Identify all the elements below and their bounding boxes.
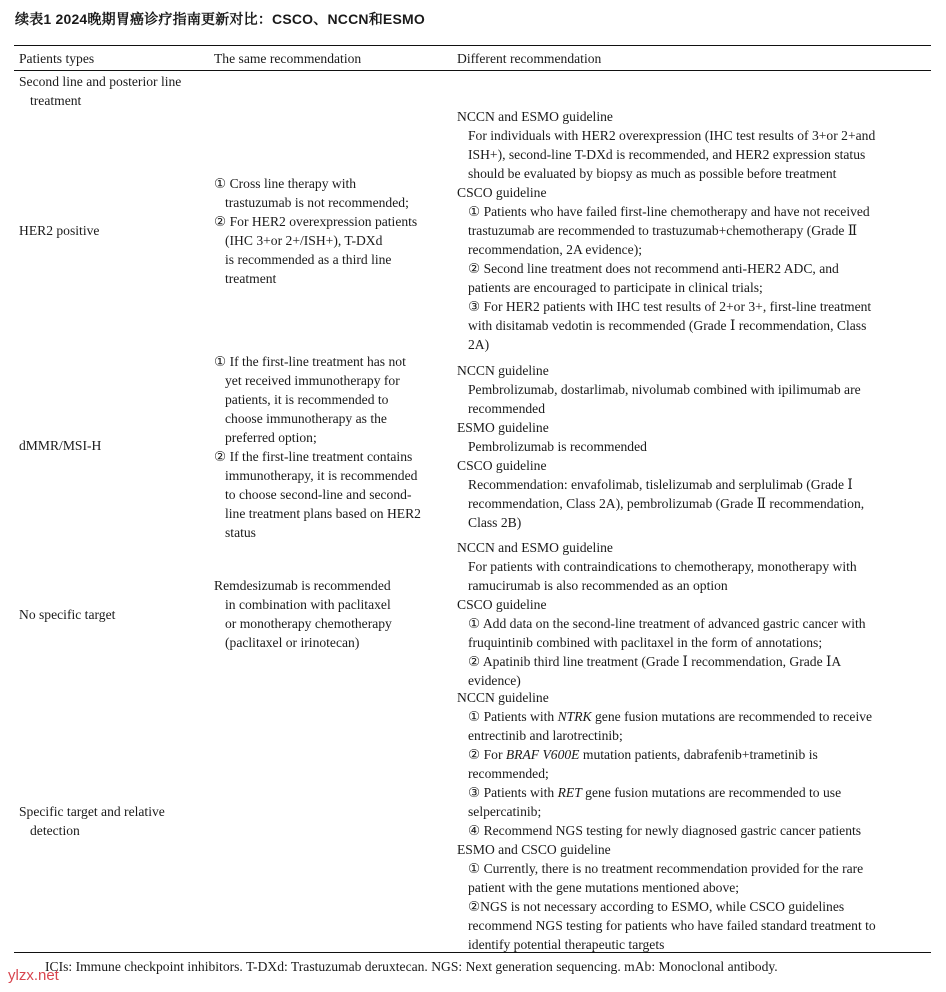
text-line: ② For HER2 overexpression patients — [214, 214, 418, 229]
text-line: ③ For HER2 patients with IHC test results of 2+or 3+, first-line treatment — [468, 299, 872, 314]
watermark-logo: ylzx.net — [8, 967, 59, 984]
text-line: in combination with paclitaxel — [225, 597, 391, 612]
text-line: ② If the first-line treatment contains — [214, 449, 413, 464]
text-fragment: mutation patients, dabrafenib+trametinib is — [579, 747, 818, 762]
different-recommendation-dmmr — [457, 361, 864, 532]
text-line — [457, 707, 876, 726]
text-line: patients are encouraged to participate in clinical trials; — [468, 280, 763, 295]
text-line: Remdesizumab is recommended — [214, 578, 391, 593]
table-header-rule — [14, 70, 931, 71]
text-line: recommendation, Class 2A), pembrolizumab (Grade Ⅱ recommendation, — [468, 496, 865, 511]
text-line: For patients with contraindications to chemotherapy, monotherapy with — [468, 559, 857, 574]
text-line: patient with the gene mutations mentioned above; — [468, 880, 740, 895]
text-line: recommendation, 2A evidence); — [468, 242, 643, 257]
text-fragment: ③ Patients with — [468, 785, 558, 800]
text-line: fruquintinib combined with paclitaxel in the form of annotations; — [468, 635, 823, 650]
text-line: ① If the first-line treatment has not — [214, 354, 406, 369]
text-line: ① Currently, there is no treatment recommendation provided for the rare — [468, 861, 864, 876]
row-type-her2: HER2 positive — [19, 223, 100, 238]
text-line: evidence) — [468, 673, 521, 688]
text-line: trastuzumab is not recommended; — [225, 195, 409, 210]
guideline-heading: ESMO and CSCO guideline — [457, 842, 611, 857]
text-line: ① Patients who have failed first-line chemotherapy and have not received — [468, 204, 870, 219]
text-line: ② Second line treatment does not recommend anti-HER2 ADC, and — [468, 261, 839, 276]
text-line: trastuzumab are recommended to trastuzumab+chemotherapy (Grade Ⅱ — [468, 223, 858, 238]
table-footnote: ICIs: Immune checkpoint inhibitors. T-DXd: Trastuzumab deruxtecan. NGS: Next generation sequencing. mAb: Monoclonal antibody. — [45, 959, 778, 974]
text-line: treatment — [225, 271, 277, 286]
text-line: is recommended as a third line — [225, 252, 392, 267]
section-heading — [19, 72, 181, 110]
text-line: ① Cross line therapy with — [214, 176, 357, 191]
guideline-heading: CSCO guideline — [457, 597, 547, 612]
section-heading-line: treatment — [30, 93, 82, 108]
same-recommendation-her2 — [214, 174, 417, 288]
table-top-rule — [14, 45, 931, 46]
different-recommendation-her2 — [457, 107, 875, 354]
text-line: selpercatinib; — [468, 804, 542, 819]
guideline-heading: CSCO guideline — [457, 185, 547, 200]
text-line: with disitamab vedotin is recommended (Grade Ⅰ recommendation, Class — [468, 318, 867, 333]
text-line: should be evaluated by biopsy as much as possible before treatment — [468, 166, 837, 181]
text-line: (IHC 3+or 2+/ISH+), T-DXd — [225, 233, 383, 248]
text-line: Pembrolizumab, dostarlimab, nivolumab combined with ipilimumab are — [468, 382, 861, 397]
different-recommendation-no-specific-target — [457, 538, 866, 690]
section-heading-line: Second line and posterior line — [19, 74, 182, 89]
header-patients-types: Patients types — [19, 51, 95, 66]
same-recommendation-dmmr — [214, 352, 421, 542]
text-line: detection — [30, 823, 80, 838]
text-line: ramucirumab is also recommended as an option — [468, 578, 728, 593]
text-line: recommended — [468, 401, 545, 416]
text-line: patients, it is recommended to — [225, 392, 389, 407]
guideline-heading: NCCN guideline — [457, 363, 549, 378]
text-line — [457, 783, 876, 802]
text-fragment: gene fusion mutations are recommended to receive — [591, 709, 873, 724]
header-same-recommendation: The same recommendation — [214, 51, 362, 66]
table-caption: 续表1 2024晚期胃癌诊疗指南更新对比：CSCO、NCCN和ESMO — [15, 11, 425, 27]
text-line: choose immunotherapy as the — [225, 411, 387, 426]
text-fragment: ① Patients with — [468, 709, 558, 724]
text-line: recommended; — [468, 766, 549, 781]
text-line: immunotherapy, it is recommended — [225, 468, 418, 483]
text-line: For individuals with HER2 overexpression (IHC test results of 3+or 2+and — [468, 128, 876, 143]
text-fragment: gene fusion mutations are recommended to use — [581, 785, 842, 800]
text-line: ② Apatinib third line treatment (Grade Ⅰ recommendation, Grade ⅠA — [468, 654, 842, 669]
different-recommendation-specific-target — [457, 688, 876, 954]
text-line: Specific target and relative — [19, 804, 165, 819]
text-line — [457, 745, 876, 764]
gene-name: BRAF V600E — [505, 747, 580, 762]
same-recommendation-no-specific-target — [214, 576, 392, 652]
text-line: Pembrolizumab is recommended — [468, 439, 647, 454]
table-bottom-rule — [14, 952, 931, 953]
text-line: Recommendation: envafolimab, tislelizumab and serplulimab (Grade Ⅰ — [468, 477, 853, 492]
text-line: yet received immunotherapy for — [225, 373, 400, 388]
text-line: Class 2B) — [468, 515, 522, 530]
text-line: or monotherapy chemotherapy — [225, 616, 392, 631]
row-type-dmmr: dMMR/MSI-H — [19, 438, 102, 453]
gene-name: NTRK — [557, 709, 592, 724]
header-different-recommendation: Different recommendation — [457, 51, 602, 66]
text-line: line treatment plans based on HER2 — [225, 506, 421, 521]
text-line: identify potential therapeutic targets — [468, 937, 665, 952]
text-line: ① Add data on the second-line treatment of advanced gastric cancer with — [468, 616, 866, 631]
text-line: (paclitaxel or irinotecan) — [225, 635, 360, 650]
gene-name: RET — [557, 785, 582, 800]
text-line: status — [225, 525, 256, 540]
text-line: 2A) — [468, 337, 490, 352]
guideline-heading: NCCN and ESMO guideline — [457, 109, 613, 124]
text-line: recommend NGS testing for patients who have failed standard treatment to — [468, 918, 876, 933]
guideline-heading: NCCN and ESMO guideline — [457, 540, 613, 555]
text-line: ④ Recommend NGS testing for newly diagnosed gastric cancer patients — [468, 823, 862, 838]
row-type-specific-target — [19, 802, 165, 840]
guideline-heading: NCCN guideline — [457, 690, 549, 705]
row-type-no-specific-target: No specific target — [19, 607, 116, 622]
text-line: entrectinib and larotrectinib; — [468, 728, 623, 743]
text-line: to choose second-line and second- — [225, 487, 412, 502]
text-fragment: ② For — [468, 747, 506, 762]
guideline-heading: CSCO guideline — [457, 458, 547, 473]
text-line: ②NGS is not necessary according to ESMO, while CSCO guidelines — [468, 899, 845, 914]
guideline-heading: ESMO guideline — [457, 420, 549, 435]
text-line: preferred option; — [225, 430, 317, 445]
text-line: ISH+), second-line T-DXd is recommended, and HER2 expression status — [468, 147, 866, 162]
